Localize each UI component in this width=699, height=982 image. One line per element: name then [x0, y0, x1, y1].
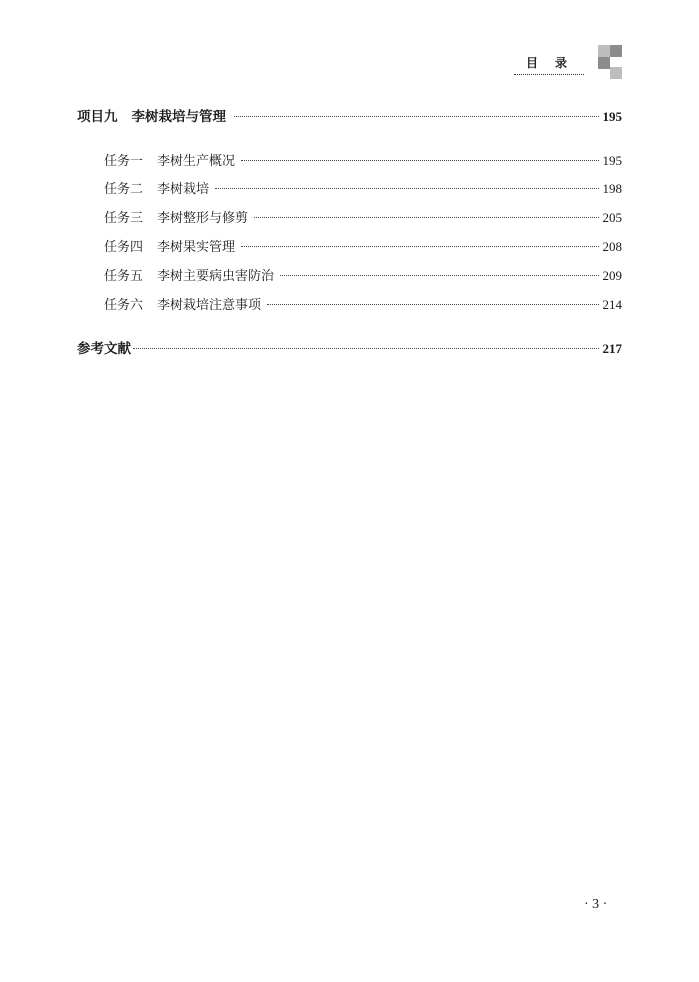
- checker-decoration-icon: [598, 45, 624, 79]
- checker-square: [598, 45, 610, 57]
- project-number: 项目九: [77, 109, 118, 125]
- task-number: 任务五: [104, 269, 144, 284]
- task-title: 李树主要病虫害防治: [157, 269, 275, 284]
- task-number: 任务六: [104, 298, 144, 313]
- checker-square: [610, 45, 622, 57]
- task-title: 李树栽培: [157, 182, 210, 197]
- dot-leader: [234, 116, 599, 117]
- task-number: 任务三: [104, 211, 144, 226]
- page-number: 198: [602, 181, 622, 196]
- page-number: 214: [602, 297, 622, 312]
- page-number: 195: [602, 153, 622, 168]
- toc-entry-task-1[interactable]: [104, 152, 622, 170]
- task-number: 任务四: [104, 240, 144, 255]
- dot-leader: [215, 188, 598, 189]
- toc-entry-references[interactable]: [77, 340, 622, 358]
- toc-entry-task-5[interactable]: [104, 267, 622, 285]
- task-title: 李树生产概况: [157, 154, 236, 169]
- dot-leader: [267, 304, 598, 305]
- page-number: 205: [602, 210, 622, 225]
- references-title: 参考文献: [77, 341, 131, 357]
- page-folio: · 3 ·: [584, 897, 608, 912]
- toc-entry-task-6[interactable]: [104, 296, 622, 314]
- running-head: [514, 56, 584, 75]
- dot-leader: [280, 275, 598, 276]
- toc-entry-task-2[interactable]: [104, 180, 622, 198]
- task-number: 任务一: [104, 154, 144, 169]
- dot-leader: [241, 160, 598, 161]
- project-title: 李树栽培与管理: [131, 109, 226, 125]
- dot-leader: [254, 217, 598, 218]
- task-title: 李树栽培注意事项: [157, 298, 262, 313]
- toc-entry-task-4[interactable]: [104, 238, 622, 256]
- task-number: 任务二: [104, 182, 144, 197]
- checker-square: [598, 57, 610, 69]
- page-number: 217: [602, 341, 622, 356]
- checker-square: [610, 67, 622, 79]
- page-number: 195: [602, 109, 622, 124]
- toc-entry-project-9[interactable]: [77, 108, 622, 126]
- page-number: 208: [602, 239, 622, 254]
- task-title: 李树果实管理: [157, 240, 236, 255]
- toc-entry-task-3[interactable]: [104, 209, 622, 227]
- page-number: 209: [602, 268, 622, 283]
- task-title: 李树整形与修剪: [157, 211, 249, 226]
- dot-leader: [133, 348, 599, 349]
- dot-leader: [241, 246, 598, 247]
- running-head-title: 目录: [526, 56, 585, 70]
